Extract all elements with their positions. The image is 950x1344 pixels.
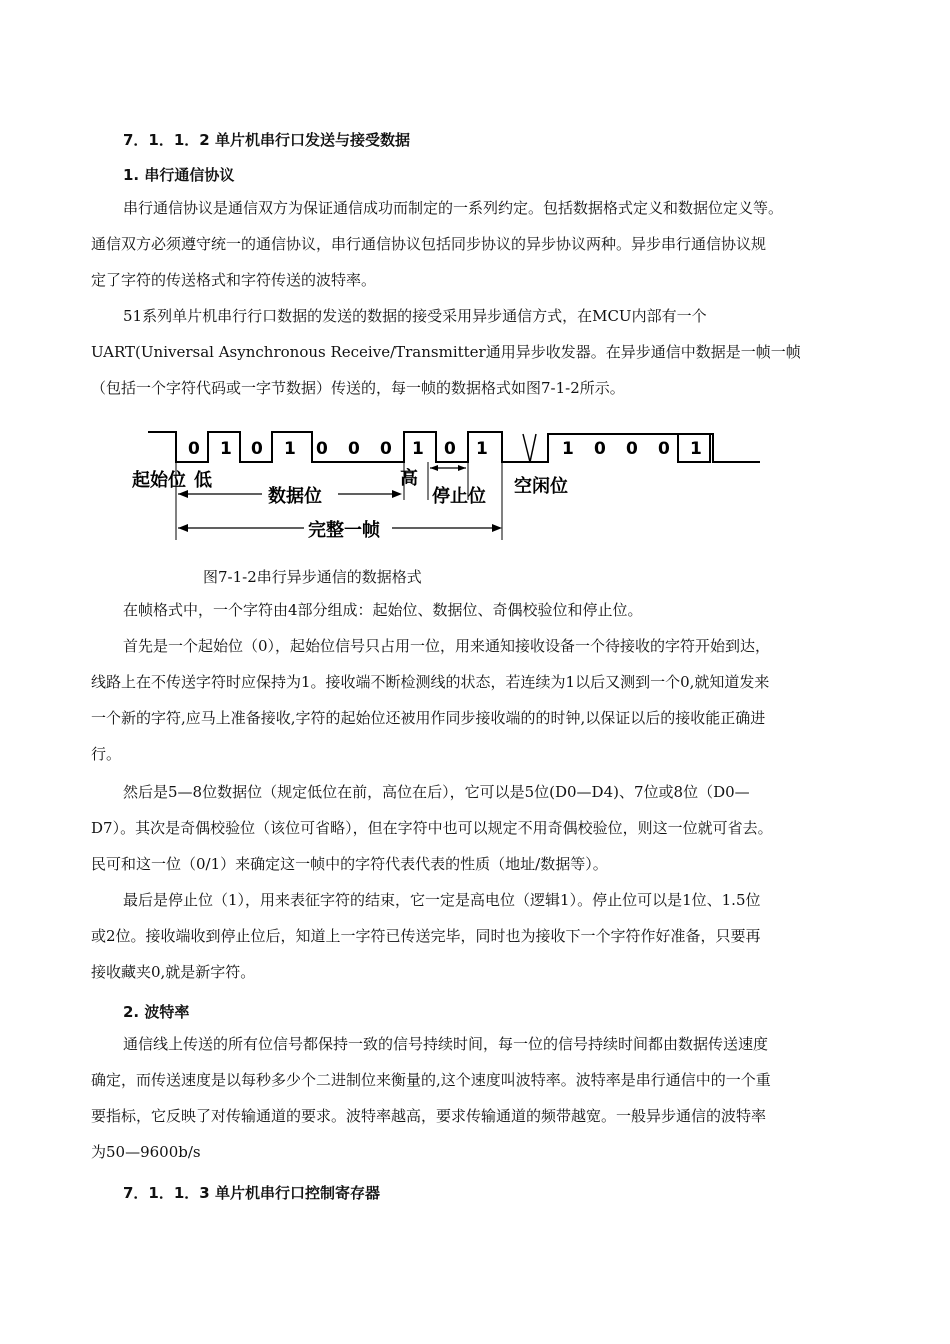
figure-caption: 图7-1-2串行异步通信的数据格式 <box>203 568 422 586</box>
paragraph-line: 通信线上传送的所有位信号都保持一致的信号持续时间，每一位的信号持续时间都由数据传送速度 <box>123 1035 769 1053</box>
paragraph-line: 定了字符的传送格式和字符传送的波特率。 <box>91 271 377 289</box>
paragraph-line: 确定，而传送速度是以每秒多少个二进制位来衡量的,这个速度叫波特率。波特率是串行通信中的一个重 <box>91 1071 771 1089</box>
paragraph-line: 为50—9600b/s <box>91 1143 201 1161</box>
bit-label: 0 <box>444 439 456 459</box>
section-heading-7112: 7．1．1．2 单片机串行口发送与接受数据 <box>123 131 410 149</box>
paragraph-line: 最后是停止位（1），用来表征字符的结束，它一定是高电位（逻辑1）。停止位可以是1位、1.5位 <box>123 891 761 909</box>
subheading-baud-rate: 2. 波特率 <box>123 1003 190 1021</box>
bit-label: 1 <box>220 439 232 459</box>
label-data-bits: 数据位 <box>268 486 322 507</box>
paragraph-line: 接收藏夹0,就是新字符。 <box>91 963 256 981</box>
paragraph-line: 首先是一个起始位（0），起始位信号只占用一位，用来通知接收设备一个待接收的字符开始到达， <box>123 637 771 655</box>
bit-label: 0 <box>188 439 200 459</box>
bit-label: 0 <box>251 439 263 459</box>
paragraph-line: 线路上在不传送字符时应保持为1。接收端不断检测线的状态，若连续为1以后又测到一个0,就知道发来 <box>91 673 770 691</box>
bit-label: 0 <box>626 439 638 459</box>
paragraph-line: 要指标，它反映了对传输通道的要求。波特率越高，要求传输通道的频带越宽。一般异步通信的波特率 <box>91 1107 767 1125</box>
label-idle-bit: 空闲位 <box>514 476 568 497</box>
label-full-frame: 完整一帧 <box>308 520 380 541</box>
bit-label: 0 <box>658 439 670 459</box>
paragraph-line: 民可和这一位（0/1）来确定这一帧中的字符代表代表的性质（地址/数据等）。 <box>91 855 608 873</box>
label-high: 高 <box>400 468 418 489</box>
bit-label: 0 <box>380 439 392 459</box>
bit-label: 0 <box>594 439 606 459</box>
paragraph-line: 然后是5—8位数据位（规定低位在前，高位在后），它可以是5位(D0—D4)、7位或8位（D0— <box>123 783 750 801</box>
paragraph-line: 通信双方必须遵守统一的通信协议，串行通信协议包括同步协议的异步协议两种。异步串行通信协议规 <box>91 235 767 253</box>
idle-marker <box>530 434 536 462</box>
label-start-bit: 起始位 <box>132 470 186 491</box>
paragraph-line: 或2位。接收端收到停止位后，知道上一字符已传送完毕，同时也为接收下一个字符作好准备，只要再 <box>91 927 761 945</box>
bit-label: 1 <box>412 439 424 459</box>
bit-label: 0 <box>316 439 328 459</box>
paragraph-line: UART(Universal Asynchronous Receive/Transmitter通用异步收发器。在异步通信中数据是一帧一帧 <box>91 343 801 361</box>
paragraph-line: 51系列单片机串行行口数据的发送的数据的接受采用异步通信方式，在MCU内部有一个 <box>123 307 707 325</box>
paragraph-line: 行。 <box>91 745 122 763</box>
paragraph-line: D7）。其次是奇偶校验位（该位可省略），但在字符中也可以规定不用奇偶校验位，则这一位就可省去。 <box>91 819 773 837</box>
bit-label: 1 <box>284 439 296 459</box>
section-heading-7113: 7．1．1．3 单片机串行口控制寄存器 <box>123 1184 380 1202</box>
bit-label: 1 <box>562 439 574 459</box>
paragraph-line: 一个新的字符,应马上准备接收,字符的起始位还被用作同步接收端的的时钟,以保证以后的接收能正确进 <box>91 709 766 727</box>
paragraph-line: 串行通信协议是通信双方为保证通信成功而制定的一系列约定。包括数据格式定义和数据位定义等。 <box>123 199 784 217</box>
bit-label: 0 <box>348 439 360 459</box>
subheading-serial-protocol: 1. 串行通信协议 <box>123 166 235 184</box>
idle-marker <box>523 434 530 462</box>
frame-format-diagram <box>128 420 768 550</box>
paragraph-line: 在帧格式中，一个字符由4部分组成：起始位、数据位、奇偶校验位和停止位。 <box>123 601 643 619</box>
bit-label: 1 <box>690 439 702 459</box>
label-low: 低 <box>194 470 212 491</box>
waveform-frame1 <box>148 432 530 462</box>
paragraph-line: （包括一个字符代码或一字节数据）传送的，每一帧的数据格式如图7-1-2所示。 <box>91 379 625 397</box>
bit-label: 1 <box>476 439 488 459</box>
label-stop-bit: 停止位 <box>432 486 486 507</box>
